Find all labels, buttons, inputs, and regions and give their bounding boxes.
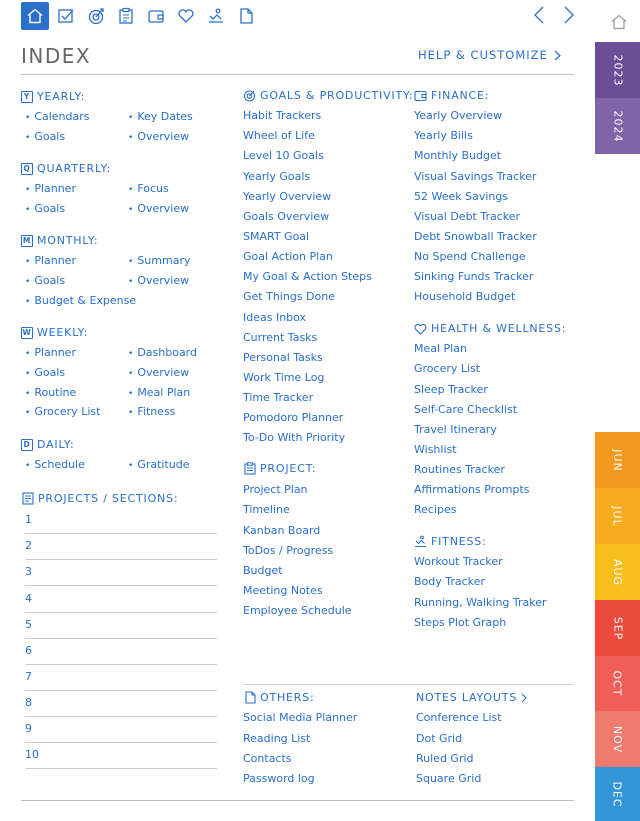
section-others: [243, 691, 315, 704]
link-goals-overview[interactable]: Goals Overview: [243, 210, 330, 223]
section-title: NOTES LAYOUTS: [416, 691, 518, 704]
others-divider: [243, 684, 574, 685]
link-weekly-planner[interactable]: • Planner: [25, 346, 76, 359]
link-52-week-savings[interactable]: 52 Week Savings: [414, 190, 509, 203]
link-smart-goal[interactable]: SMART Goal: [243, 230, 310, 243]
link-monthly-budget[interactable]: Monthly Budget: [414, 149, 502, 162]
project-row[interactable]: [25, 513, 217, 534]
tab-label: OCT: [611, 670, 624, 697]
link-dot-grid[interactable]: Dot Grid: [416, 732, 463, 745]
link-yearly-goals[interactable]: Yearly Goals: [243, 170, 311, 183]
link-budget[interactable]: Budget: [243, 564, 283, 577]
tab-year-2023[interactable]: [595, 42, 640, 98]
link-weekly-grocery-list[interactable]: • Grocery List: [25, 405, 100, 418]
link-wheel-of-life[interactable]: Wheel of Life: [243, 129, 315, 142]
link-todo-priority[interactable]: To-Do With Priority: [243, 431, 346, 444]
project-row-number: 7: [25, 670, 32, 683]
link-wishlist[interactable]: Wishlist: [414, 443, 457, 456]
quarterly-badge-icon: Q: [21, 163, 33, 175]
link-yearly-key-dates[interactable]: • Key Dates: [128, 110, 193, 123]
help-customize-link[interactable]: [418, 48, 561, 62]
link-affirmations-prompts[interactable]: Affirmations Prompts: [414, 483, 530, 496]
link-recipes[interactable]: Recipes: [414, 503, 457, 516]
link-timeline[interactable]: Timeline: [243, 503, 290, 516]
document-icon: [243, 691, 256, 704]
project-row[interactable]: [25, 565, 217, 586]
heart-icon: [414, 322, 427, 335]
tab-label: JUL: [611, 505, 624, 527]
link-quarterly-goals[interactable]: • Goals: [25, 202, 65, 215]
link-running-walking-tracker[interactable]: Running, Walking Traker: [414, 596, 547, 609]
weekly-badge-icon: W: [22, 327, 32, 337]
link-yearly-bills[interactable]: Yearly Bills: [414, 129, 473, 142]
link-personal-tasks[interactable]: Personal Tasks: [243, 351, 323, 364]
project-row-number: 1: [25, 513, 32, 526]
link-monthly-goals[interactable]: • Goals: [25, 274, 65, 287]
fitness-icon: [414, 535, 427, 548]
link-kanban-board[interactable]: Kanban Board: [243, 524, 321, 537]
link-yearly-goals[interactable]: • Goals: [25, 130, 65, 143]
link-routines-tracker[interactable]: Routines Tracker: [414, 463, 505, 476]
tab-label: 2024: [611, 110, 624, 142]
section-project: [243, 462, 316, 475]
section-title: OTHERS:: [260, 691, 315, 704]
link-reading-list[interactable]: Reading List: [243, 732, 311, 745]
link-weekly-overview[interactable]: • Overview: [128, 366, 189, 379]
link-conference-list[interactable]: Conference List: [416, 711, 502, 724]
home-icon[interactable]: [21, 2, 49, 30]
link-pomodoro-planner[interactable]: Pomodoro Planner: [243, 411, 344, 424]
link-work-time-log[interactable]: Work Time Log: [243, 371, 325, 384]
tab-month-jun[interactable]: [595, 432, 640, 488]
section-daily: [21, 438, 74, 451]
section-title: FINANCE:: [431, 89, 490, 102]
section-health-wellness: [414, 322, 566, 335]
project-row[interactable]: [25, 618, 217, 639]
section-quarterly: [21, 162, 111, 175]
chevron-right-icon: [521, 693, 527, 703]
link-visual-savings-tracker[interactable]: Visual Savings Tracker: [414, 170, 537, 183]
yearly-badge-icon: Y: [21, 91, 33, 103]
link-self-care-checklist[interactable]: Self-Care Checklist: [414, 403, 518, 416]
link-daily-gratitude[interactable]: • Gratitude: [128, 458, 190, 471]
section-finance: [414, 89, 489, 102]
header-divider: [21, 74, 574, 75]
link-weekly-fitness[interactable]: • Fitness: [128, 405, 175, 418]
heart-icon[interactable]: [172, 2, 200, 30]
project-row-number: 8: [25, 696, 32, 709]
link-weekly-meal-plan[interactable]: • Meal Plan: [128, 386, 190, 399]
link-square-grid[interactable]: Square Grid: [416, 772, 482, 785]
link-time-tracker[interactable]: Time Tracker: [243, 391, 314, 404]
monthly-badge-icon: M: [22, 235, 32, 245]
project-row-number: 2: [25, 539, 32, 552]
clipboard-icon[interactable]: [112, 2, 140, 30]
tab-month-aug[interactable]: [595, 544, 640, 600]
tab-year-2024[interactable]: [595, 98, 640, 154]
tab-month-oct[interactable]: [595, 656, 640, 711]
link-meal-plan[interactable]: Meal Plan: [414, 342, 467, 355]
page-title: INDEX: [21, 44, 92, 68]
next-arrow-icon[interactable]: [558, 3, 580, 27]
section-title: QUARTERLY:: [37, 162, 112, 175]
project-row[interactable]: [25, 748, 217, 769]
link-monthly-summary[interactable]: • Summary: [128, 254, 190, 267]
link-habit-trackers[interactable]: Habit Trackers: [243, 109, 322, 122]
link-weekly-routine[interactable]: • Routine: [25, 386, 76, 399]
link-contacts[interactable]: Contacts: [243, 752, 292, 765]
link-current-tasks[interactable]: Current Tasks: [243, 331, 318, 344]
link-steps-plot-graph[interactable]: Steps Plot Graph: [414, 616, 507, 629]
goal-target-icon[interactable]: [82, 2, 110, 30]
link-password-log[interactable]: Password log: [243, 772, 315, 785]
section-projects: [21, 492, 178, 505]
help-customize-label: HELP & CUSTOMIZE: [418, 48, 548, 62]
section-title: GOALS & PRODUCTIVITY:: [260, 89, 414, 102]
link-yearly-overview-goals[interactable]: Yearly Overview: [243, 190, 332, 203]
link-monthly-budget-expense[interactable]: • Budget & Expense: [25, 294, 136, 307]
link-yearly-overview[interactable]: • Overview: [128, 130, 189, 143]
previous-arrow-icon[interactable]: [528, 3, 550, 27]
tab-label: 2023: [611, 54, 624, 86]
top-toolbar: [0, 0, 600, 32]
fitness-icon[interactable]: [202, 2, 230, 30]
link-sleep-tracker[interactable]: Sleep Tracker: [414, 383, 488, 396]
tab-month-sep[interactable]: [595, 600, 640, 656]
link-workout-tracker[interactable]: Workout Tracker: [414, 555, 503, 568]
tab-label: SEP: [610, 616, 624, 640]
section-title: YEARLY:: [37, 90, 86, 103]
section-goals-productivity: [243, 89, 414, 102]
section-title: PROJECTS / SECTIONS:: [38, 492, 179, 505]
link-employee-schedule[interactable]: Employee Schedule: [243, 604, 352, 617]
link-monthly-planner[interactable]: • Planner: [25, 254, 76, 267]
project-row[interactable]: [25, 670, 217, 691]
project-row-number: 3: [25, 565, 32, 578]
link-visual-debt-tracker[interactable]: Visual Debt Tracker: [414, 210, 521, 223]
section-title: MONTHLY:: [37, 234, 99, 247]
link-sinking-funds-tracker[interactable]: Sinking Funds Tracker: [414, 270, 534, 283]
link-quarterly-focus[interactable]: • Focus: [128, 182, 169, 195]
checkbox-icon[interactable]: [52, 2, 80, 30]
link-level-10-goals[interactable]: Level 10 Goals: [243, 149, 324, 162]
footer-divider: [21, 800, 574, 801]
section-title: PROJECT:: [260, 462, 317, 475]
section-title: HEALTH & WELLNESS:: [431, 322, 567, 335]
link-yearly-calendars[interactable]: • Calendars: [25, 110, 90, 123]
link-weekly-dashboard[interactable]: • Dashboard: [128, 346, 197, 359]
project-row[interactable]: [25, 722, 217, 743]
link-debt-snowball-tracker[interactable]: Debt Snowball Tracker: [414, 230, 537, 243]
link-todos-progress[interactable]: ToDos / Progress: [243, 544, 334, 557]
clipboard-icon: [243, 462, 256, 475]
link-daily-schedule[interactable]: • Schedule: [25, 458, 85, 471]
project-row-number: 9: [25, 722, 32, 735]
tab-label: DEC: [610, 780, 624, 808]
document-icon[interactable]: [232, 2, 260, 30]
section-title: WEEKLY:: [37, 326, 89, 339]
section-weekly: [21, 326, 88, 339]
link-social-media-planner[interactable]: Social Media Planner: [243, 711, 358, 724]
section-title: DAILY:: [37, 438, 75, 451]
link-no-spend-challenge[interactable]: No Spend Challenge: [414, 250, 526, 263]
wallet-icon: [414, 89, 427, 102]
project-row[interactable]: [25, 644, 217, 665]
tab-label: AUG: [610, 558, 624, 586]
link-project-plan[interactable]: Project Plan: [243, 483, 308, 496]
tab-month-nov[interactable]: [595, 711, 640, 767]
section-monthly: [21, 234, 98, 247]
project-row[interactable]: [25, 696, 217, 717]
link-monthly-overview[interactable]: • Overview: [128, 274, 189, 287]
section-notes-layouts[interactable]: [416, 691, 527, 704]
link-ideas-inbox[interactable]: Ideas Inbox: [243, 311, 307, 324]
project-row[interactable]: [25, 539, 217, 560]
link-quarterly-overview[interactable]: • Overview: [128, 202, 189, 215]
link-quarterly-planner[interactable]: • Planner: [25, 182, 76, 195]
link-grocery-list[interactable]: Grocery List: [414, 362, 481, 375]
home-icon[interactable]: [610, 13, 628, 31]
project-row-number: 5: [25, 618, 32, 631]
link-meeting-notes[interactable]: Meeting Notes: [243, 584, 323, 597]
link-ruled-grid[interactable]: Ruled Grid: [416, 752, 474, 765]
link-weekly-goals[interactable]: • Goals: [25, 366, 65, 379]
link-finance-yearly-overview[interactable]: Yearly Overview: [414, 109, 503, 122]
daily-badge-icon: D: [21, 439, 33, 451]
project-row-number: 10: [25, 748, 39, 761]
wallet-icon[interactable]: [142, 2, 170, 30]
link-body-tracker[interactable]: Body Tracker: [414, 575, 485, 588]
list-icon: [21, 492, 34, 505]
tab-month-dec[interactable]: [595, 767, 640, 821]
goal-target-icon: [243, 89, 256, 102]
section-fitness: [414, 535, 487, 548]
section-yearly: [21, 90, 85, 103]
section-title: FITNESS:: [431, 535, 487, 548]
link-household-budget[interactable]: Household Budget: [414, 290, 516, 303]
tab-label: JUN: [611, 448, 624, 472]
project-row-number: 4: [25, 592, 32, 605]
project-row[interactable]: [25, 592, 217, 613]
link-travel-itinerary[interactable]: Travel Itinerary: [414, 423, 497, 436]
link-get-things-done[interactable]: Get Things Done: [243, 290, 335, 303]
link-goal-action-plan[interactable]: Goal Action Plan: [243, 250, 333, 263]
project-row-number: 6: [25, 644, 32, 657]
chevron-right-icon: [554, 50, 561, 61]
tab-month-jul[interactable]: [595, 488, 640, 544]
tab-label: NOV: [611, 725, 624, 753]
link-goal-action-steps[interactable]: My Goal & Action Steps: [243, 270, 372, 283]
